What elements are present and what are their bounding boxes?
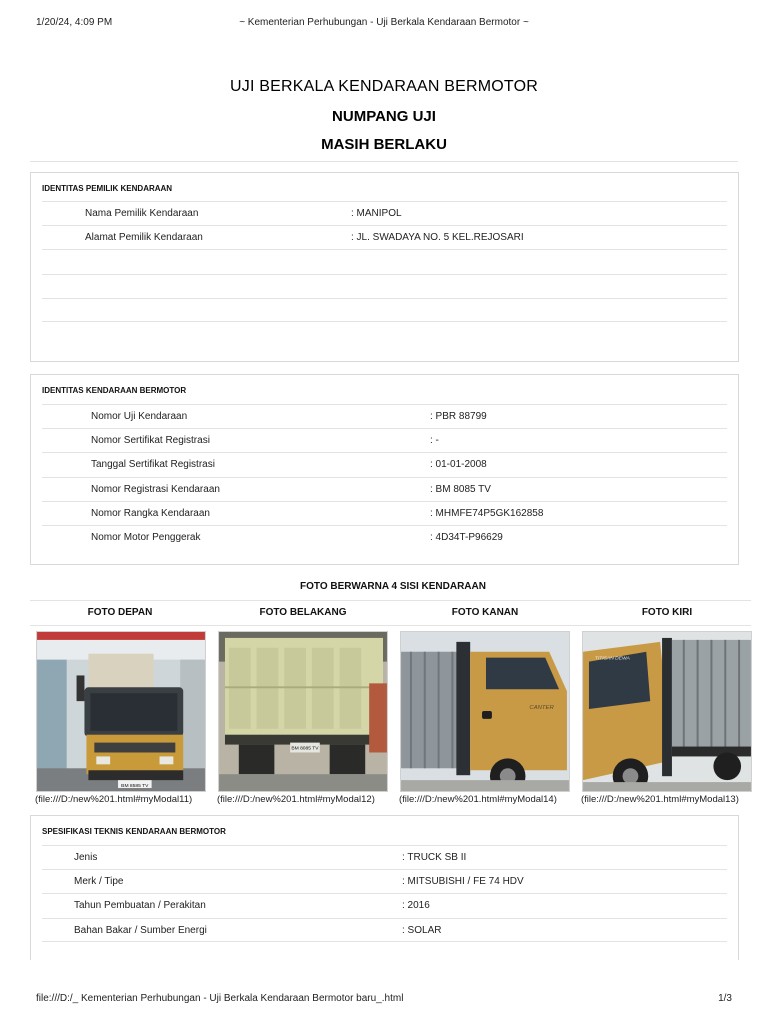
owner-row-value: : MANIPOL — [351, 208, 402, 219]
print-footer — [36, 993, 732, 1007]
owner-identity-card — [30, 172, 739, 362]
vehicle-row — [42, 501, 727, 525]
owner-row — [42, 225, 727, 249]
owner-row-label: Nama Pemilik Kendaraan — [85, 208, 199, 219]
vehicle-row-value: : - — [430, 435, 439, 447]
spec-row-value: : MITSUBISHI / FE 74 HDV — [402, 876, 524, 888]
photo-label-left: FOTO KIRI — [641, 607, 693, 618]
spec-row-label: Jenis — [74, 852, 98, 863]
vehicle-row-label: Tanggal Sertifikat Registrasi — [91, 459, 215, 471]
spec-row-label: Bahan Bakar / Sumber Energi — [74, 924, 207, 936]
spec-row-value: : TRUCK SB II — [402, 852, 467, 863]
vehicle-row-value: : PBR 88799 — [430, 411, 487, 422]
front-truck-image — [37, 632, 205, 791]
page-number: 1/3 — [718, 993, 732, 1004]
front-photo-link[interactable]: (file:///D:/new%201.html#myModal11) — [35, 794, 193, 805]
spec-row — [42, 918, 727, 942]
spec-row-value: : SOLAR — [402, 924, 442, 936]
right-vehicle-photo[interactable] — [400, 631, 570, 792]
vehicle-row — [42, 452, 727, 476]
owner-row — [42, 249, 727, 273]
vehicle-row-value: : BM 8085 TV — [430, 483, 491, 495]
owner-section-title: IDENTITAS PEMILIK KENDARAAN — [42, 184, 173, 193]
page-title: UJI BERKALA KENDARAAN BERMOTOR — [230, 78, 538, 95]
print-header — [36, 17, 732, 31]
vehicle-row-value: : 01-01-2008 — [430, 459, 487, 471]
vehicle-row-value: : 4D34T-P96629 — [430, 531, 503, 543]
vehicle-row-label: Nomor Registrasi Kendaraan — [91, 483, 220, 495]
vehicle-section-title: IDENTITAS KENDARAAN BERMOTOR — [42, 386, 187, 395]
rear-truck-image — [219, 632, 387, 791]
rear-photo-link[interactable]: (file:///D:/new%201.html#myModal12) — [217, 794, 375, 805]
print-datetime: 1/20/24, 4:09 PM — [36, 17, 113, 28]
spec-row-label: Tahun Pembuatan / Perakitan — [74, 900, 206, 912]
spec-row — [42, 869, 727, 893]
right-side-text: CANTER — [529, 705, 554, 712]
vehicle-row-label: Nomor Motor Penggerak — [91, 531, 201, 543]
photo-label-front: FOTO DEPAN — [87, 607, 153, 618]
owner-row-value: : JL. SWADAYA NO. 5 KEL.REJOSARI — [351, 232, 524, 244]
vehicle-row — [42, 428, 727, 452]
rear-vehicle-photo[interactable] — [218, 631, 388, 792]
front-vehicle-photo[interactable] — [36, 631, 206, 792]
left-truck-image — [583, 632, 751, 791]
owner-row — [42, 274, 727, 298]
owner-row-label: Alamat Pemilik Kendaraan — [85, 232, 203, 244]
spec-section-title: SPESIFIKASI TEKNIS KENDARAAN BERMOTOR — [42, 827, 226, 836]
vehicle-identity-card — [30, 374, 739, 565]
front-plate-text: BM 8585 TV — [121, 784, 149, 790]
vehicle-row — [42, 404, 727, 428]
print-page-title: ~ Kementerian Perhubungan - Uji Berkala Kendaraan Bermotor ~ — [239, 17, 529, 28]
vehicle-row-label: Nomor Sertifikat Registrasi — [91, 435, 210, 447]
owner-row — [42, 201, 727, 225]
vehicle-row-value: : MHMFE74P5GK162858 — [430, 507, 544, 519]
left-vehicle-photo[interactable] — [582, 631, 752, 792]
vehicle-row — [42, 525, 727, 549]
vehicle-row-label: Nomor Uji Kendaraan — [91, 411, 188, 422]
left-side-text: TITISAN DEWA — [594, 656, 630, 662]
photo-label-right: FOTO KANAN — [451, 607, 519, 618]
owner-row — [42, 298, 727, 322]
photos-section-title: FOTO BERWARNA 4 SISI KENDARAAN — [300, 581, 486, 592]
photos-header-row — [30, 600, 751, 626]
photo-label-rear: FOTO BELAKANG — [259, 607, 347, 618]
spec-row — [42, 845, 727, 869]
print-file-url: file:///D:/_ Kementerian Perhubungan - Uji Berkala Kendaraan Bermotor baru_.html — [36, 993, 404, 1004]
right-photo-link[interactable]: (file:///D:/new%201.html#myModal14) — [399, 794, 557, 805]
heading-divider — [30, 161, 738, 162]
technical-spec-card — [30, 815, 739, 960]
validity-status-heading: MASIH BERLAKU — [321, 136, 447, 153]
spec-row-value: : 2016 — [402, 900, 430, 912]
spec-row — [42, 893, 727, 917]
spec-row-label: Merk / Tipe — [74, 876, 124, 888]
test-type-heading: NUMPANG UJI — [332, 108, 436, 125]
right-truck-image — [401, 632, 569, 791]
vehicle-row — [42, 477, 727, 501]
rear-plate-text: BM 8085 TV — [291, 746, 319, 752]
vehicle-row-label: Nomor Rangka Kendaraan — [91, 507, 210, 519]
left-photo-link[interactable]: (file:///D:/new%201.html#myModal13) — [581, 794, 739, 805]
